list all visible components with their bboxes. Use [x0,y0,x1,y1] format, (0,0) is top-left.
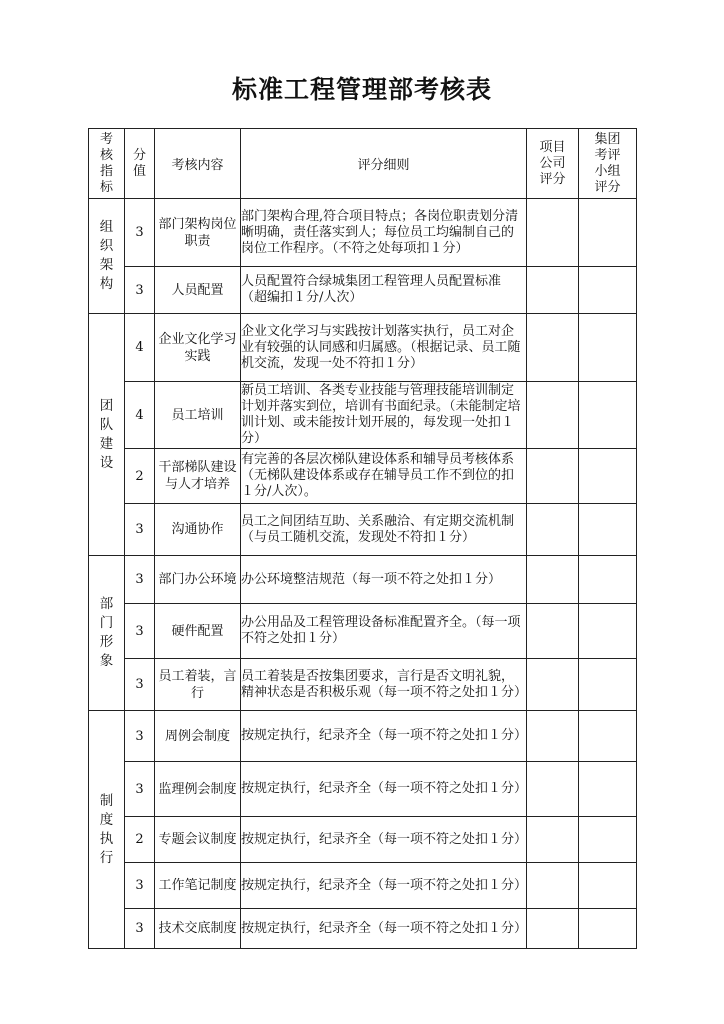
score-cell: 3 [125,504,155,556]
score-cell: 3 [125,762,155,817]
project-score-input[interactable] [527,762,579,817]
table-row [89,909,637,949]
header-group-score: 集团 考评 小组 评分 [579,129,637,199]
score-cell: 3 [125,711,155,762]
content-cell: 沟通协作 [155,504,241,556]
project-score-input[interactable] [527,199,579,267]
detail-cell: 部门架构合理,符合项目特点；各岗位职责划分清晰明确，责任落实到人；每位员工均编制自己的岗位工作程序。（不符之处每项扣１分） [241,199,527,267]
detail-cell: 办公环境整洁规范（每一项不符之处扣１分） [241,556,527,604]
detail-cell: 员工之间团结互助、关系融洽、有定期交流机制（与员工随机交流，发现处不符扣１分） [241,504,527,556]
group-score-input[interactable] [579,863,637,909]
project-score-input[interactable] [527,449,579,504]
group-score-input[interactable] [579,267,637,314]
group-score-input[interactable] [579,314,637,382]
table-row [89,863,637,909]
header-row [89,129,637,199]
header-content: 考核内容 [155,129,241,199]
group-score-input[interactable] [579,199,637,267]
table-row [89,267,637,314]
indicator-cell: 部 门 形 象 [89,556,125,711]
content-cell: 硬件配置 [155,604,241,659]
table-row [89,556,637,604]
group-score-input[interactable] [579,604,637,659]
table-row [89,711,637,762]
project-score-input[interactable] [527,314,579,382]
content-cell: 工作笔记制度 [155,863,241,909]
project-score-input[interactable] [527,711,579,762]
detail-cell: 按规定执行，纪录齐全（每一项不符之处扣１分） [241,909,527,949]
indicator-cell: 团 队 建 设 [89,314,125,556]
detail-cell: 人员配置符合绿城集团工程管理人员配置标准（超编扣１分/人次） [241,267,527,314]
content-cell: 干部梯队建设与人才培养 [155,449,241,504]
detail-cell: 企业文化学习与实践按计划落实执行，员工对企业有较强的认同感和归属感。（根据记录、员工随机交流，发现一处不符扣１分） [241,314,527,382]
group-score-input[interactable] [579,817,637,863]
table-row [89,817,637,863]
table-row [89,382,637,449]
content-cell: 人员配置 [155,267,241,314]
score-cell: 4 [125,314,155,382]
indicator-cell: 组 织 架 构 [89,199,125,314]
group-score-input[interactable] [579,556,637,604]
group-score-input[interactable] [579,659,637,711]
project-score-input[interactable] [527,909,579,949]
content-cell: 员工培训 [155,382,241,449]
group-score-input[interactable] [579,711,637,762]
score-cell: 3 [125,267,155,314]
project-score-input[interactable] [527,382,579,449]
content-cell: 企业文化学习实践 [155,314,241,382]
detail-cell: 员工着装是否按集团要求，言行是否文明礼貌，精神状态是否积极乐观（每一项不符之处扣１分） [241,659,527,711]
score-cell: 3 [125,604,155,659]
detail-cell: 按规定执行，纪录齐全（每一项不符之处扣１分） [241,817,527,863]
score-cell: 3 [125,199,155,267]
table-row [89,199,637,267]
project-score-input[interactable] [527,556,579,604]
table-row [89,504,637,556]
header-project-score: 项目 公司 评分 [527,129,579,199]
project-score-input[interactable] [527,504,579,556]
content-cell: 员工着装，言行 [155,659,241,711]
group-score-input[interactable] [579,762,637,817]
detail-cell: 办公用品及工程管理设备标准配置齐全。（每一项不符之处扣１分） [241,604,527,659]
detail-cell: 新员工培训、各类专业技能与管理技能培训制定计划并落实到位，培训有书面纪录。（未能制定培训计划、或未能按计划开展的，每发现一处扣１分） [241,382,527,449]
assessment-table [88,128,637,949]
project-score-input[interactable] [527,659,579,711]
table-row [89,659,637,711]
detail-cell: 按规定执行，纪录齐全（每一项不符之处扣１分） [241,762,527,817]
score-cell: 3 [125,659,155,711]
indicator-cell: 制 度 执 行 [89,711,125,949]
header-score: 分 值 [125,129,155,199]
score-cell: 2 [125,817,155,863]
score-cell: 4 [125,382,155,449]
project-score-input[interactable] [527,817,579,863]
content-cell: 部门架构岗位职责 [155,199,241,267]
project-score-input[interactable] [527,863,579,909]
group-score-input[interactable] [579,909,637,949]
table-row [89,449,637,504]
project-score-input[interactable] [527,267,579,314]
content-cell: 周例会制度 [155,711,241,762]
score-cell: 3 [125,556,155,604]
project-score-input[interactable] [527,604,579,659]
detail-cell: 按规定执行，纪录齐全（每一项不符之处扣１分） [241,863,527,909]
content-cell: 部门办公环境 [155,556,241,604]
content-cell: 技术交底制度 [155,909,241,949]
score-cell: 3 [125,863,155,909]
detail-cell: 按规定执行，纪录齐全（每一项不符之处扣１分） [241,711,527,762]
table-row [89,762,637,817]
header-indicator: 考 核 指 标 [89,129,125,199]
group-score-input[interactable] [579,382,637,449]
table-row [89,314,637,382]
page-title: 标准工程管理部考核表 [231,75,492,104]
detail-cell: 有完善的各层次梯队建设体系和辅导员考核体系（无梯队建设体系或存在辅导员工作不到位的扣１分/人次）。 [241,449,527,504]
group-score-input[interactable] [579,504,637,556]
content-cell: 监理例会制度 [155,762,241,817]
score-cell: 2 [125,449,155,504]
table-row [89,604,637,659]
group-score-input[interactable] [579,449,637,504]
table-body [89,199,637,949]
score-cell: 3 [125,909,155,949]
content-cell: 专题会议制度 [155,817,241,863]
header-detail: 评分细则 [241,129,527,199]
